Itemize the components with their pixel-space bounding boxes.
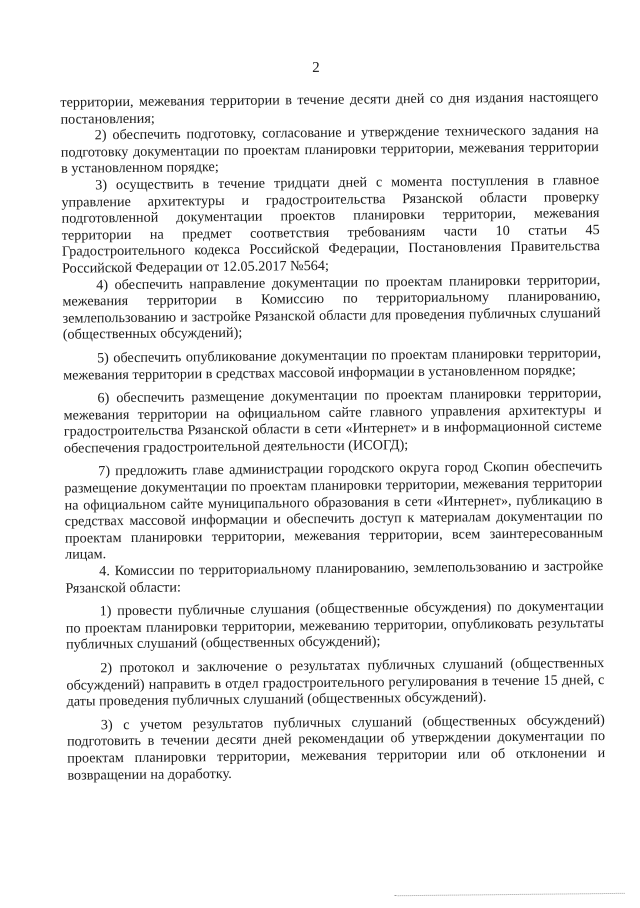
paragraph-item-3: 3) осуществить в течение тридцати дней с момента поступления в главное управление архитектуры и градостроительства Рязанской области проверку подготовленной документации проектов планировки территории, межевания территории на предмет соответствия требованиям части 10 статьи 45 Градостроительного кодекса Российской Федерации, Постановления Правительства Российской Федерации от 12.05.2017 №564; [61, 172, 600, 277]
paragraph-section-4-item-3: 3) с учетом результатов публичных слушаний (общественных обсуждений) подготовить в течении десяти дней рекомендации об утверждении документации по проектам планировки территории, межевания территории или об отклонении и возвращении на доработку. [66, 711, 606, 784]
paragraph-item-2: 2) обеспечить подготовку, согласование и утверждение технического задания на подготовку документации по проектам планировки территории, межевания территории в установленном порядке; [60, 122, 599, 178]
paragraph-section-4-item-1: 1) провести публичные слушания (общественные обсуждения) по документации по проектам планировки территории, межеванию территории, опубликовать результаты публичных слушаний (общественных обсуждений); [65, 598, 604, 654]
paragraph-item-4: 4) обеспечить направление документации по проектам планировки территории, межевания территории в Комиссию по территориальному планированию, землепользованию и застройке Рязанской области для проведения публичных слушаний (общественных обсуждений); [62, 271, 601, 343]
page-number: 2 [312, 59, 320, 77]
paragraph-item-6: 6) обеспечить размещение документации по проектам планировки территории, межевания территории на официальном сайте главного управления архитектуры и градостроительства Рязанской области в сети «Интернет» и в информационной системе обеспечения градостроительной деятельности (ИСОГД); [63, 385, 602, 457]
paragraph-section-4-item-2: 2) протокол и заключение о результатах публичных слушаний (общественных обсуждений) направить в отдел градостроительного регулирования в течение 15 дней, с даты проведения публичных слушаний (общественных обсуждений). [66, 655, 605, 710]
paragraph-item-7: 7) предложить главе администрации городского округа город Скопин обеспечить размещение документации по проектам планировки территории, межевания территории на официальном сайте муниципального образования в сети «Интернет», публикацию в средствах массовой информации и обеспечить доступ к материалам документации по проектам планировки территории, межевания территории, всем заинтересованным лицам. [64, 458, 603, 564]
document-body [60, 89, 605, 784]
scan-edge-divider [395, 893, 625, 896]
paragraph-continuation: территории, межевания территории в течение десяти дней со дня издания настоящего постановления; [60, 89, 599, 128]
paragraph-section-4: 4. Комиссии по территориальному планированию, землепользованию и застройке Рязанской области: [65, 558, 604, 597]
paragraph-item-5: 5) обеспечить опубликование документации по проектам планировки территории, межевания территории в средствах массовой информации в установленном порядке; [63, 344, 602, 384]
